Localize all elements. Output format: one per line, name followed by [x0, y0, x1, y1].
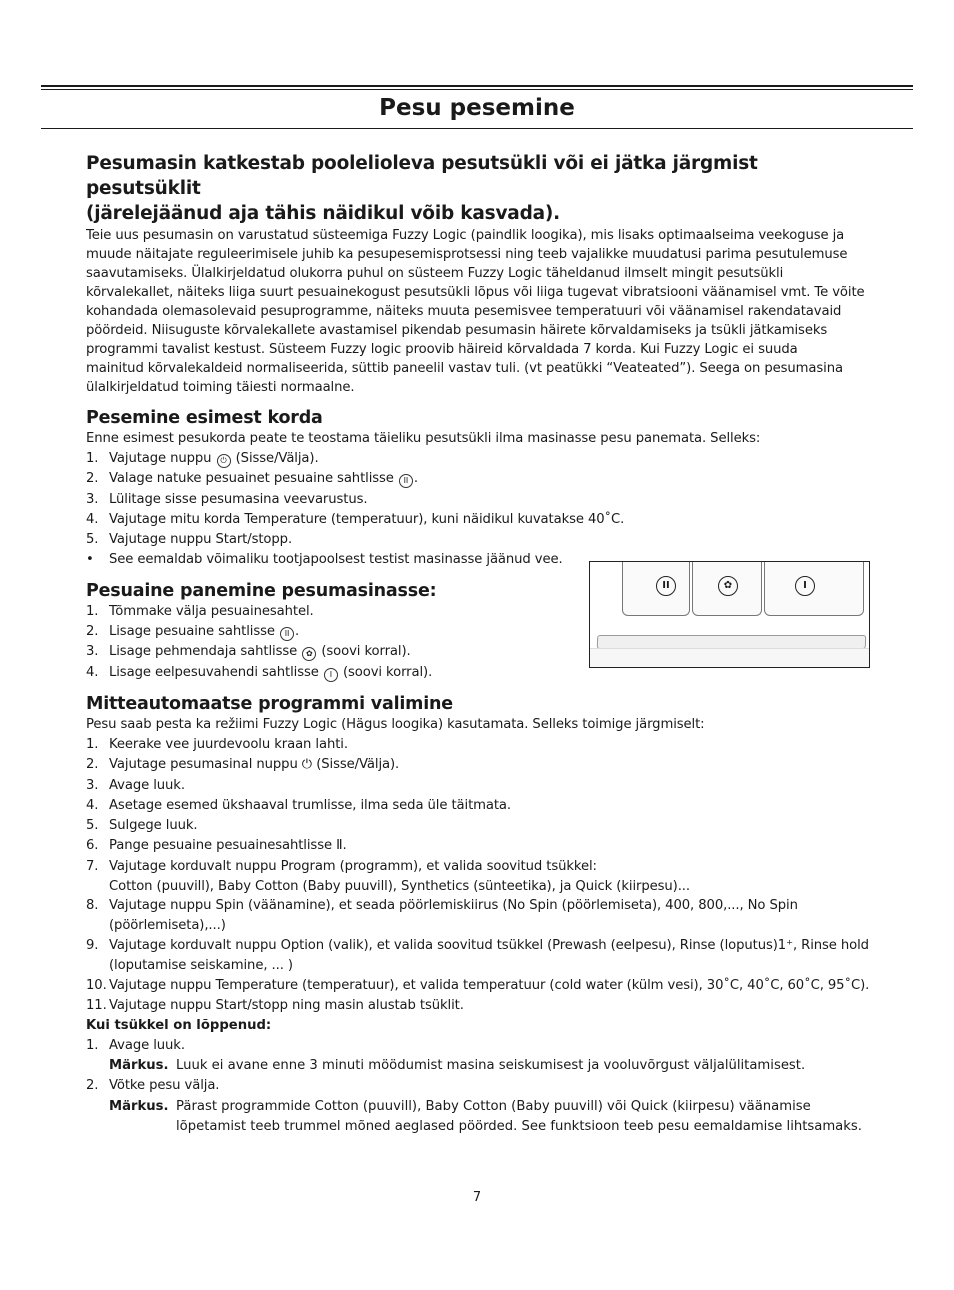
- list-number: 2.: [86, 757, 99, 773]
- list-text-main: See eemaldab võimaliku tootjapoolsest testist masinasse jäänud vee.: [109, 552, 563, 568]
- list-text: [109, 816, 876, 836]
- list-text: [109, 857, 876, 897]
- list-text-line: Vajutage nuppu Temperature (temperatuur), et valida temperatuur (cold water (külm vesi), 30˚C, 40˚C, 60˚C, 95˚C).: [109, 977, 870, 993]
- list-text-main: Lisage pehmendaja sahtlisse: [109, 644, 298, 660]
- list-text: Avage luuk.: [109, 1038, 185, 1054]
- list-number: 4.: [86, 797, 99, 813]
- list-text-main: Valage natuke pesuainet pesuaine sahtlisse: [109, 471, 394, 487]
- list-text: [109, 530, 876, 550]
- section1-line: ülalkirjeldatud toiming täiesti normaalne.: [86, 380, 355, 395]
- list-item: [86, 796, 876, 816]
- section1-line: kohandada olemasolevaid pesuprogramme, näiteks muuta pesemisvee temperatuuri või väänamisel rakendatavaid: [86, 304, 842, 319]
- list-text-main: Lisage pesuaine sahtlisse: [109, 624, 275, 640]
- list-item: [86, 936, 876, 976]
- section1-line: pöördeid. Niisuguste kõrvalekallete avastamisel pikendab pesumasin häirete kõrvaldamiseks ja tsükli jätkamiseks: [86, 323, 828, 338]
- page-number: 7: [472, 1190, 482, 1205]
- section1-paragraph: [86, 226, 876, 397]
- list-text-line: Vajutage korduvalt nuppu Program (programm), et valida soovitud tsükkel:: [109, 858, 597, 874]
- list-number: 2.: [86, 471, 99, 487]
- list-number: 9.: [86, 937, 99, 953]
- drawer-base: [590, 648, 869, 668]
- section2-steps: [86, 449, 876, 571]
- prewash-symbol-icon: I: [795, 576, 815, 596]
- section1-heading-line2: (järelejäänud aja tähis näidikul võib kasvada).: [86, 203, 560, 224]
- list-number: 2.: [86, 1078, 99, 1094]
- list-number: 3.: [86, 777, 99, 793]
- section1-line: programmi tavalist kestust. Süsteem Fuzzy logic proovib häireid kõrvaldada 7 korda. Kui Fuzzy Logic ei suuda: [86, 342, 798, 357]
- list-item: [86, 1076, 876, 1096]
- section1-line: saavutamiseks. Ülalkirjeldatud olukorra puhul on süsteem Fuzzy Logic täheldanud ilmselt mingit pesutsükli: [86, 266, 784, 281]
- section4-steps: [86, 735, 876, 1016]
- list-number: 5.: [86, 818, 99, 834]
- list-text-line: Cotton (puuvill), Baby Cotton (Baby puuvill), Synthetics (sünteetika), ja Quick (kiirpesu)...: [109, 878, 690, 894]
- list-number: 1.: [86, 451, 99, 466]
- list-item: [86, 836, 876, 856]
- note-line: lõpetamist teeb trummel mõned aeglased pöörded. See funktsioon teeb pesu eemaldamise lihtsamaks.: [176, 1118, 862, 1134]
- list-text-line: Sulgege luuk.: [109, 818, 198, 834]
- title-underline: [41, 128, 913, 129]
- list-text-line: Vajutage korduvalt nuppu Option (valik), et valida soovitud tsükkel (Prewash (eelpesu), Rinse (loputus)1⁺, Rinse hold: [109, 937, 869, 953]
- list-item: [86, 996, 876, 1016]
- list-item: [86, 490, 876, 510]
- list-text: [109, 836, 876, 856]
- list-text-main: Vajutage nuppu Start/stopp.: [109, 532, 293, 548]
- note-text: [176, 1056, 876, 1076]
- list-text: [109, 796, 876, 816]
- list-text-line: Asetage esemed ükshaaval trumlisse, ilma seda üle täitmata.: [109, 797, 512, 813]
- list-number: 3.: [86, 644, 99, 660]
- header-rule-thick: [41, 85, 913, 87]
- list-number: 11.: [86, 997, 107, 1013]
- compartment-symbol-icon: ✿: [302, 647, 316, 661]
- list-number: 1.: [86, 736, 99, 752]
- list-number: •: [86, 552, 94, 568]
- list-text: [109, 755, 876, 775]
- list-number: 4.: [86, 664, 99, 680]
- list-text-line: Vajutage pesumasinal nuppu ⏻ (Sisse/Välja).: [109, 757, 400, 773]
- detergent-drawer-illustration: [589, 561, 870, 668]
- list-item: [86, 449, 876, 469]
- list-text: [109, 735, 876, 755]
- compartment-symbol-icon: II: [280, 627, 294, 641]
- list-text-main: Lisage eelpesuvahendi sahtlisse: [109, 664, 319, 680]
- list-item: [86, 530, 876, 550]
- list-item: [86, 976, 876, 996]
- note-line: Pärast programmide Cotton (puuvill), Baby Cotton (Baby puuvill) või Quick (kiirpesu) väänamise: [176, 1098, 811, 1114]
- list-number: 3.: [86, 491, 99, 507]
- list-text-suffix: (soovi korral).: [321, 644, 411, 660]
- list-item: [86, 816, 876, 836]
- note-label: Märkus.: [109, 1098, 169, 1114]
- softener-symbol-icon: ✿: [718, 576, 738, 596]
- list-text: [109, 469, 876, 489]
- list-item: [86, 510, 876, 530]
- list-text: [109, 936, 876, 976]
- list-text-suffix: (soovi korral).: [342, 664, 433, 680]
- list-number: 10.: [86, 977, 107, 993]
- list-text-main: Vajutage mitu korda Temperature (temperatuur), kuni näidikul kuvatakse 40˚C.: [109, 511, 625, 527]
- list-text: [109, 976, 876, 996]
- list-text-suffix: .: [295, 624, 300, 640]
- list-number: 1.: [86, 603, 99, 619]
- list-text-main: Tõmmake välja pesuainesahtel.: [109, 603, 314, 619]
- list-number: 6.: [86, 838, 99, 854]
- list-item: [86, 1036, 876, 1056]
- list-text-line: Keerake vee juurdevoolu kraan lahti.: [109, 736, 348, 752]
- list-text-line: Vajutage nuppu Start/stopp ning masin alustab tsüklit.: [109, 997, 464, 1013]
- note-label: Märkus.: [109, 1058, 169, 1074]
- list-text: [109, 510, 876, 530]
- softener-compartment: [692, 562, 762, 616]
- list-text: Võtke pesu välja.: [109, 1078, 220, 1094]
- list-text-line: Pange pesuaine pesuainesahtlisse Ⅱ.: [109, 838, 347, 854]
- drawer-tray: [597, 635, 866, 649]
- list-number: 8.: [86, 898, 99, 914]
- note-text: [176, 1097, 876, 1137]
- list-number: 1.: [86, 1038, 99, 1054]
- after-steps: [86, 1036, 876, 1137]
- section1-line: kõrvalekallet, näiteks liiga suurt pesuainekogust pesutsükli lõpus või liiga tugevat vibratsiooni väänamisel vmt. Te võite: [86, 285, 865, 300]
- section4-heading: Mitteautomaatse programmi valimine: [86, 693, 453, 714]
- list-text: [109, 490, 876, 510]
- main-wash-compartment: [622, 562, 690, 616]
- list-text-line: Avage luuk.: [109, 777, 185, 793]
- page-title: Pesu pesemine: [379, 95, 575, 121]
- section3-heading: Pesuaine panemine pesumasinasse:: [86, 580, 437, 601]
- header-rule-thin: [41, 89, 913, 90]
- list-number: 7.: [86, 858, 99, 874]
- list-text-main: Vajutage nuppu: [109, 451, 212, 466]
- section1-heading-line1: Pesumasin katkestab poolelioleva pesutsükli või ei jätka järgmist pesutsüklit: [86, 153, 758, 199]
- compartment-symbol-icon: II: [399, 474, 413, 488]
- note: [86, 1097, 876, 1137]
- main-wash-symbol-icon: II: [656, 576, 676, 596]
- section1-line: mainitud kõrvalekaldeid normaliseerida, süttib paneelil vastav tuli. (vt peatükki “Veateated”). Seega on pesumasina: [86, 361, 843, 376]
- compartment-symbol-icon: ⏻: [217, 454, 231, 468]
- prewash-compartment: [764, 562, 864, 616]
- section1-line: Teie uus pesumasin on varustatud süsteemiga Fuzzy Logic (paindlik loogika), mis lisaks optimaalseima veekoguse ja: [86, 228, 845, 243]
- list-text-suffix: (Sisse/Välja).: [235, 451, 319, 466]
- section2-heading: Pesemine esimest korda: [86, 408, 323, 428]
- list-item: [86, 735, 876, 755]
- list-text-line: Vajutage nuppu Spin (väänamine), et seada pöörlemiskiirus (No Spin (pöörlemiseta), 400, 800,..., No Spin: [109, 898, 798, 914]
- list-item: [86, 755, 876, 775]
- section4-intro: Pesu saab pesta ka režiimi Fuzzy Logic (Hägus loogika) kasutamata. Selleks toimige järgmiselt:: [86, 716, 705, 732]
- list-number: 5.: [86, 532, 99, 548]
- list-item: [86, 857, 876, 897]
- section1-line: muude näitajate reguleerimisele juhib ka pesupesemisprotsessi ning teeb vajalikke muudatusi parima pesutulemuse: [86, 247, 848, 262]
- cycle-finished-label: Kui tsükkel on lõppenud:: [86, 1018, 272, 1034]
- list-text-suffix: .: [413, 471, 419, 487]
- list-item: [86, 896, 876, 936]
- compartment-symbol-icon: I: [324, 668, 338, 682]
- note-line: Luuk ei avane enne 3 minuti möödumist masina seiskumisest ja vooluvõrgust väljalülitamisest.: [176, 1058, 806, 1074]
- list-number: 2.: [86, 624, 99, 640]
- list-text: [109, 449, 876, 469]
- list-text: [109, 896, 876, 936]
- list-number: 4.: [86, 511, 99, 527]
- list-text-line: (loputamise seiskamine, ... ): [109, 957, 293, 973]
- list-item: [86, 469, 876, 489]
- list-text-main: Lülitage sisse pesumasina veevarustus.: [109, 491, 368, 507]
- list-text: [109, 996, 876, 1016]
- section2-intro: Enne esimest pesukorda peate te teostama täieliku pesutsükli ilma masinasse pesu panemata. Selleks:: [86, 431, 761, 446]
- list-text-line: (pöörlemiseta),...): [109, 918, 226, 934]
- note: [86, 1056, 876, 1076]
- list-item: [86, 776, 876, 796]
- list-text: [109, 776, 876, 796]
